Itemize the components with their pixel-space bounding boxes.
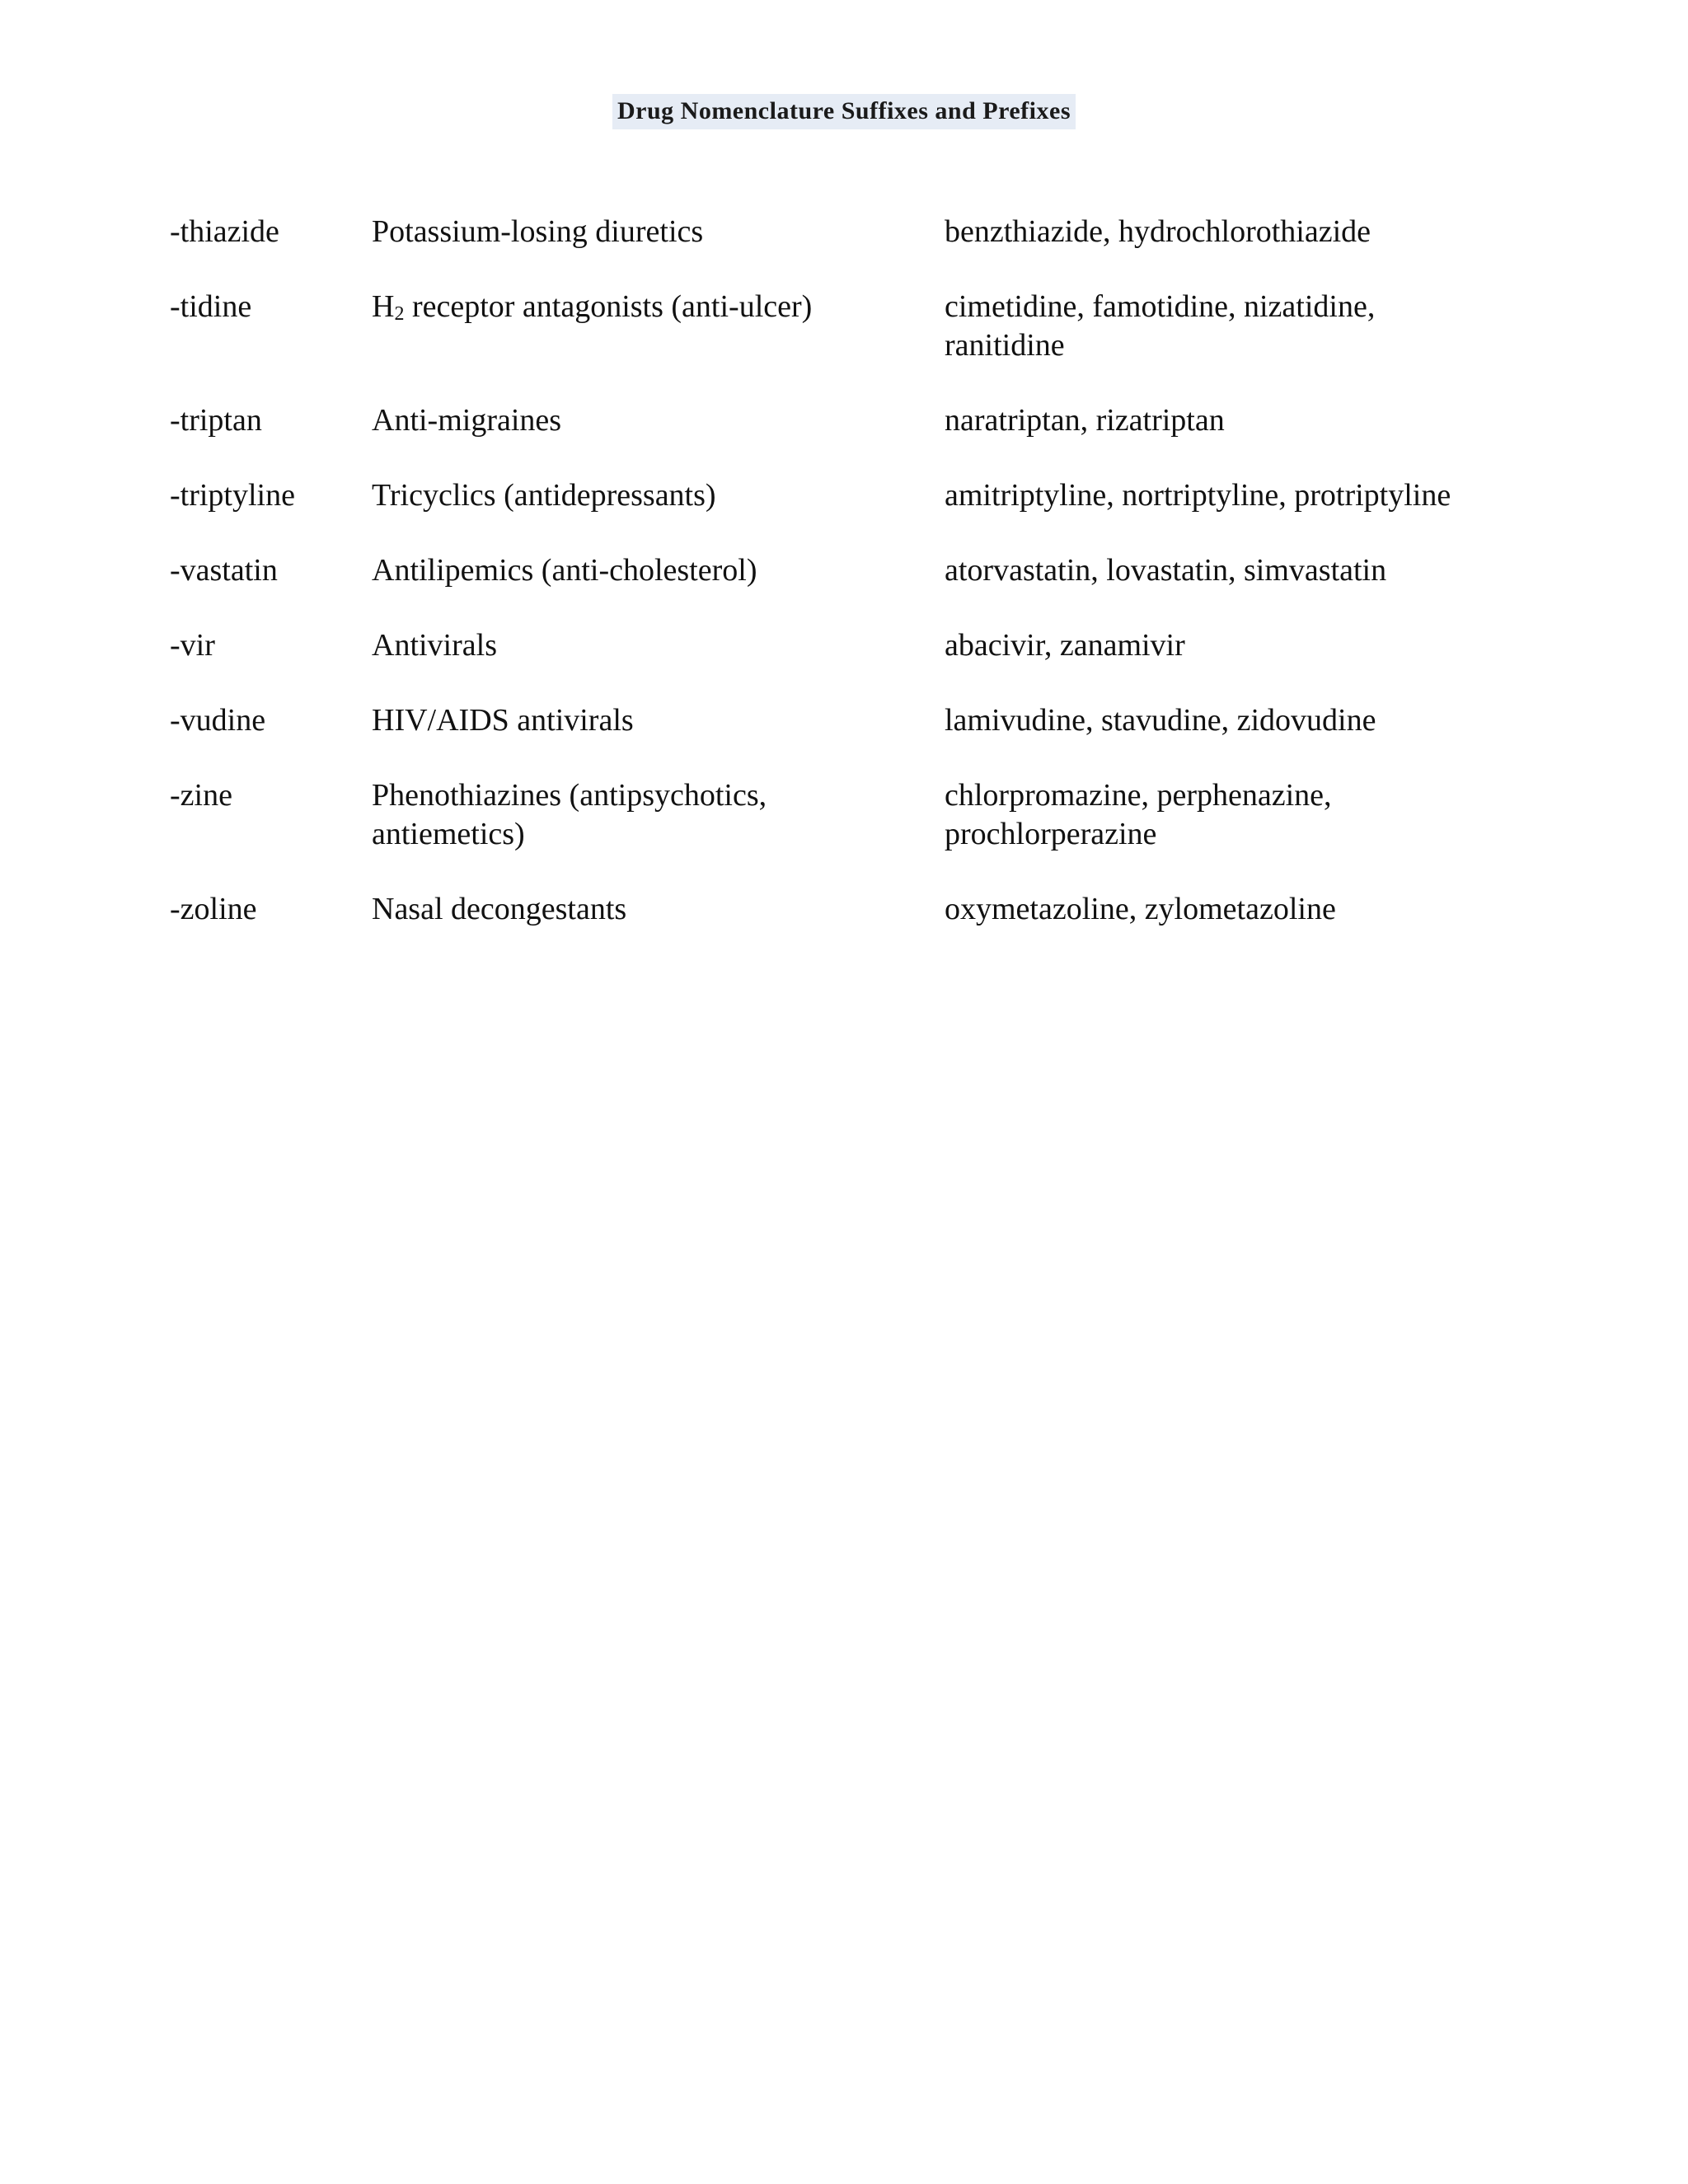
- examples-line: atorvastatin, lovastatin, simvastatin: [945, 553, 1387, 588]
- examples-line: cimetidine, famotidine, nizatidine,: [945, 289, 1376, 324]
- table-row: [0, 890, 1688, 929]
- suffix-cell: -vir: [170, 628, 215, 663]
- examples-cell: [945, 551, 1670, 590]
- examples-cell: [945, 626, 1670, 665]
- page-title-text: Drug Nomenclature Suffixes and Prefixes: [612, 94, 1076, 129]
- examples-cell: [945, 288, 1670, 365]
- examples-cell: [945, 890, 1670, 929]
- examples-line: oxymetazoline, zylometazoline: [945, 892, 1336, 926]
- table-row: [0, 776, 1688, 854]
- drug-class-cell: HIV/AIDS antivirals: [372, 703, 634, 738]
- table-row: [0, 551, 1688, 590]
- examples-line: ranitidine: [945, 328, 1065, 363]
- drug-class-cell: Tricyclics (antidepressants): [372, 478, 716, 513]
- examples-cell: [945, 476, 1670, 515]
- suffix-table: [0, 213, 1688, 965]
- suffix-cell: -vastatin: [170, 553, 278, 588]
- examples-cell: [945, 776, 1670, 854]
- table-row: [0, 701, 1688, 740]
- examples-cell: [945, 401, 1670, 440]
- suffix-cell: -triptyline: [170, 478, 295, 513]
- examples-cell: [945, 213, 1670, 251]
- table-row: [0, 288, 1688, 365]
- suffix-cell: -vudine: [170, 703, 266, 738]
- table-row: [0, 213, 1688, 251]
- drug-class-cell: [372, 288, 916, 330]
- drug-class-cell: [372, 776, 916, 854]
- examples-line: lamivudine, stavudine, zidovudine: [945, 703, 1376, 738]
- drug-class-line: antiemetics): [372, 817, 525, 851]
- page-title: [0, 97, 1688, 125]
- table-row: [0, 476, 1688, 515]
- suffix-cell: -tidine: [170, 289, 252, 324]
- drug-class-cell: Potassium-losing diuretics: [372, 214, 704, 249]
- drug-class-cell: Antilipemics (anti-cholesterol): [372, 553, 757, 588]
- drug-class-cell: Anti-migraines: [372, 403, 562, 438]
- suffix-cell: -thiazide: [170, 214, 279, 249]
- table-row: [0, 401, 1688, 440]
- examples-line: chlorpromazine, perphenazine,: [945, 778, 1332, 813]
- examples-line: naratriptan, rizatriptan: [945, 403, 1225, 438]
- examples-cell: [945, 701, 1670, 740]
- drug-class-subscript: 2: [394, 303, 405, 325]
- examples-line: benzthiazide, hydrochlorothiazide: [945, 214, 1372, 249]
- drug-class-line: Phenothiazines (antipsychotics,: [372, 778, 767, 813]
- suffix-cell: -zine: [170, 778, 232, 813]
- suffix-cell: -triptan: [170, 403, 262, 438]
- drug-class-rest: receptor antagonists (anti-ulcer): [404, 289, 813, 324]
- examples-line: prochlorperazine: [945, 817, 1157, 851]
- table-row: [0, 626, 1688, 665]
- examples-line: abacivir, zanamivir: [945, 628, 1185, 663]
- drug-class-prefix: H: [372, 289, 395, 324]
- suffix-cell: -zoline: [170, 892, 257, 926]
- drug-class-cell: Nasal decongestants: [372, 892, 627, 926]
- examples-line: amitriptyline, nortriptyline, protriptyline: [945, 478, 1451, 513]
- drug-class-cell: Antivirals: [372, 628, 497, 663]
